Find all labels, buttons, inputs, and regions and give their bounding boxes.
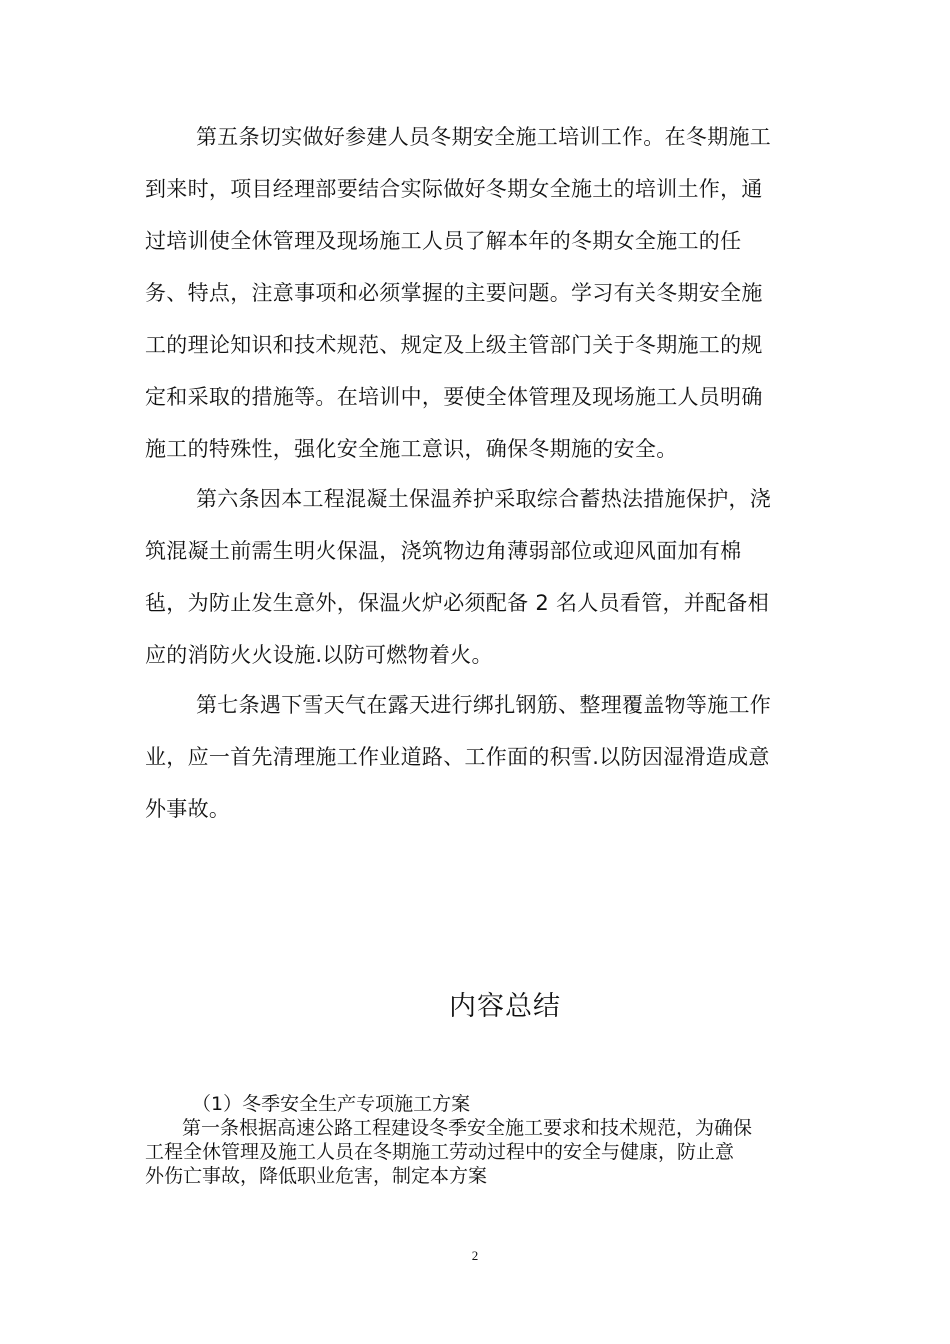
- paragraph-line: 筑混凝土前需生明火保温，浇筑物边角薄弱部位或迎风面加有棉: [145, 539, 742, 563]
- paragraph-line: 外事故。: [145, 797, 231, 821]
- page-number: 2: [471, 1248, 479, 1263]
- paragraph-line: 第六条因本工程混凝土保温养护采取综合蓄热法措施保护，浇: [196, 487, 772, 511]
- summary-line: 第一条根据高速公路工程建设冬季安全施工要求和技术规范，为确保: [182, 1117, 753, 1139]
- paragraph-line: 务、特点，注意事项和必须掌握的主要问题。学习有关冬期安全施: [145, 281, 763, 305]
- paragraph-line: 业，应一首先清理施工作业道路、工作面的积雪.以防因湿滑造成意: [145, 745, 770, 769]
- paragraph-line: 第五条切实做好参建人员冬期安全施工培训工作。在冬期施工: [196, 125, 772, 149]
- paragraph-line: 定和采取的措施等。在培训中，要使全体管理及现场施工人员明确: [145, 385, 763, 409]
- paragraph-line: 应的消防火火设施.以防可燃物着火。: [145, 643, 493, 667]
- summary-title: 内容总结: [449, 991, 561, 1022]
- paragraph-line: 毡，为防止发生意外，保温火炉必须配备 2 名人员看管，并配备相: [145, 591, 770, 615]
- paragraph-line: 工的理论知识和技术规范、规定及上级主管部门关于冬期施工的规: [145, 333, 763, 357]
- paragraph-line: 过培训使全休管理及现场施工人员了解本年的冬期女全施工的任: [145, 229, 742, 253]
- paragraph-line: 施工的特殊性，强化安全施工意识，确保冬期施的安全。: [145, 437, 678, 461]
- summary-line: 外伤亡事故，降低职业危害，制定本方案: [145, 1165, 488, 1187]
- paragraph-line: 到来时，项目经理部要结合实际做好冬期女全施土的培训土作，通: [145, 177, 763, 201]
- paragraph-line: 第七条遇下雪天气在露天进行绑扎钢筋、整理覆盖物等施工作: [196, 693, 772, 717]
- summary-heading: （1）冬季安全生产专项施工方案: [192, 1093, 471, 1115]
- summary-line: 工程全休管理及施工人员在冬期施工劳动过程中的安全与健康，防止意: [145, 1141, 735, 1163]
